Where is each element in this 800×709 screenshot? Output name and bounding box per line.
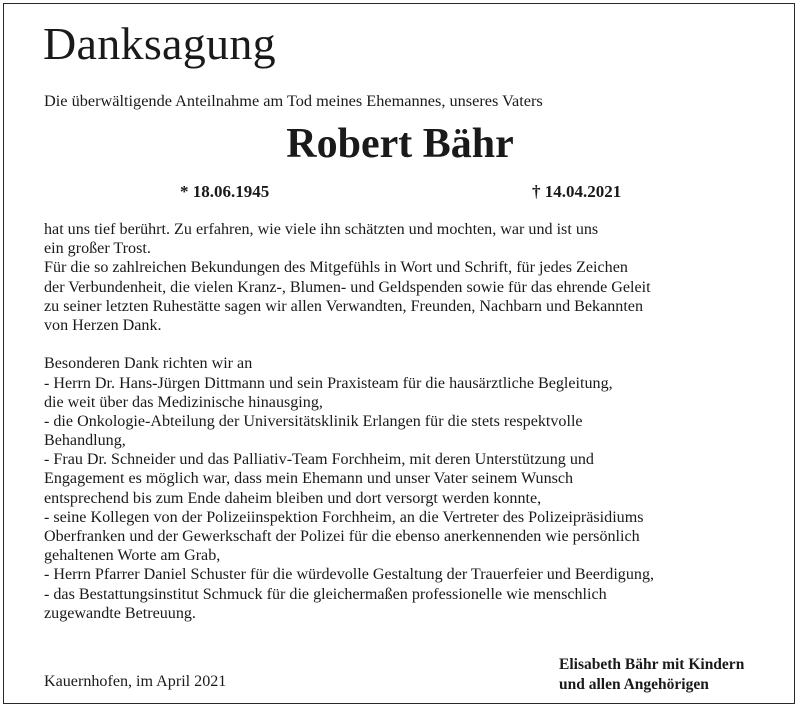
body-line: zu seiner letzten Ruhestätte sagen wir allen Verwandten, Freunden, Nachbarn und Bekannten: [44, 297, 643, 315]
deceased-name: Robert Bähr: [286, 121, 514, 167]
paragraph-gap: [44, 335, 784, 354]
body-line: - Herrn Dr. Hans-Jürgen Dittmann und sein Praxisteam für die hausärztliche Begleitung,: [44, 374, 613, 392]
body-line: Für die so zahlreichen Bekundungen des Mitgefühls in Wort und Schrift, für jedes Zeichen: [44, 259, 628, 277]
body-line: - Herrn Pfarrer Daniel Schuster für die würdevolle Gestaltung der Trauerfeier und Beerdigung,: [44, 566, 655, 584]
body-line: - seine Kollegen von der Polizeiinspektion Forchheim, an die Vertreter des Polizeipräsidiums: [44, 508, 644, 526]
body-line: Besonderen Dank richten wir an: [44, 355, 253, 373]
signature-line: und allen Angehörigen: [559, 676, 709, 693]
signature-block: [559, 655, 744, 695]
body-line: Oberfranken und der Gewerkschaft der Polizei für die ebenso anerkennenden wie persönlich: [44, 528, 640, 545]
body-line: ein großer Trost.: [44, 240, 151, 258]
body-line: - das Bestattungsinstitut Schmuck für die gleichermaßen professionelle wie menschlich: [44, 585, 607, 603]
body-line: - Frau Dr. Schneider und das Palliativ-Team Forchheim, mit deren Unterstützung und: [44, 451, 594, 469]
body-line: gehaltenen Worte am Grab,: [44, 547, 221, 565]
body-line: hat uns tief berührt. Zu erfahren, wie viele ihn schätzten und mochten, war und ist uns: [44, 221, 599, 238]
notice-heading: Danksagung: [43, 18, 276, 69]
signature-line: Elisabeth Bähr mit Kindern: [559, 656, 745, 673]
birth-date: * 18.06.1945: [180, 182, 270, 201]
body-line: von Herzen Dank.: [44, 316, 162, 334]
place-and-date: Kauernhofen, im April 2021: [44, 673, 227, 690]
intro-line: Die überwältigende Anteilnahme am Tod meines Ehemannes, unseres Vaters: [44, 91, 543, 110]
body-line: die weit über das Medizinische hinausging,: [44, 393, 323, 411]
body-line: der Verbundenheit, die vielen Kranz-, Blumen- und Geldspenden sowie für das ehrende Geleit: [44, 278, 651, 296]
body-line: Engagement es möglich war, dass mein Ehemann und unser Vater seinem Wunsch: [44, 470, 574, 488]
body-line: zugewandte Betreuung.: [44, 604, 196, 622]
body-line: entsprechend bis zum Ende daheim bleiben und dort versorgt werden konnte,: [44, 489, 542, 507]
body-line: - die Onkologie-Abteilung der Universitätsklinik Erlangen für die stets respektvolle: [44, 412, 583, 430]
death-date: † 14.04.2021: [532, 182, 622, 201]
body-line: Behandlung,: [44, 432, 126, 450]
thanks-body: [44, 220, 784, 623]
